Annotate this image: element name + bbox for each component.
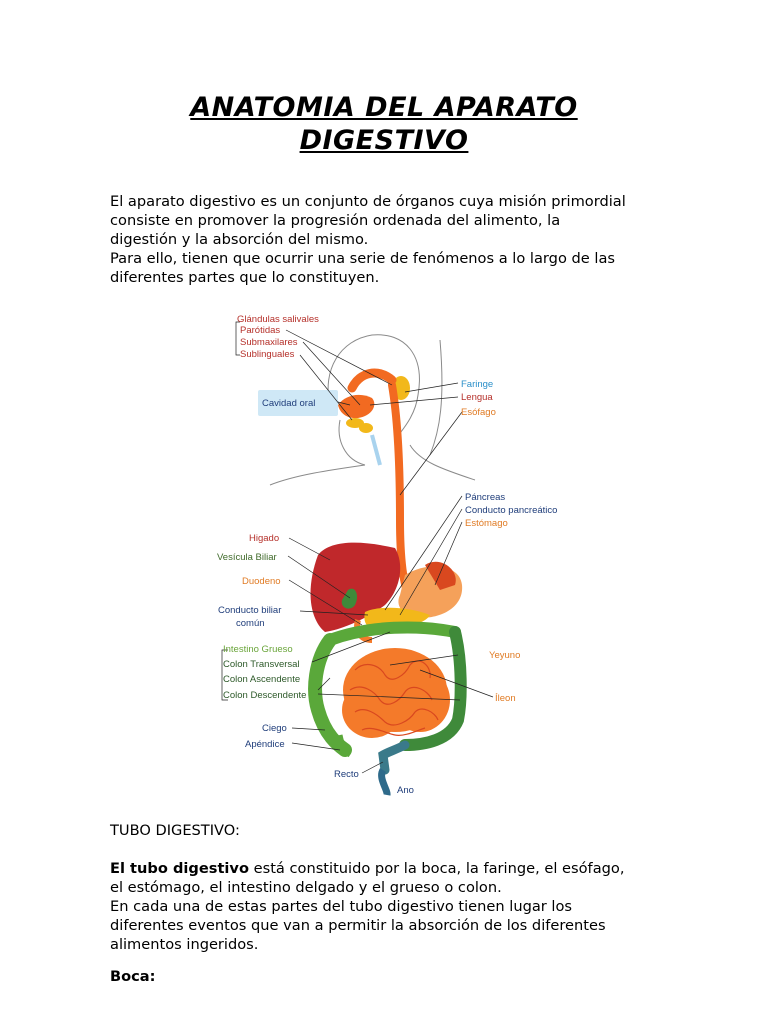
intro-line: consiste en promover la progresión ordenada del alimento, la — [110, 212, 561, 229]
label-colon-transversal: Colon Transversal — [223, 659, 300, 670]
label-recto: Recto — [334, 769, 359, 780]
intro-line: Para ello, tienen que ocurrir una serie de fenómenos a lo largo de las — [110, 250, 615, 267]
label-glandulas: Glándulas salivales — [237, 314, 319, 325]
label-vesicula: Vesícula Biliar — [217, 552, 277, 563]
label-colon-ascendente: Colon Ascendente — [223, 674, 301, 685]
label-ciego: Ciego — [262, 723, 287, 734]
section-line: En cada una de estas partes del tubo digestivo tienen lugar los — [110, 898, 573, 915]
label-faringe: Faringe — [461, 379, 494, 390]
section-line-rest: está constituido por la boca, la faringe, el esófago, — [248, 860, 625, 877]
label-intestino-grueso: Intestino Grueso — [223, 644, 293, 655]
label-pancreas: Páncreas — [465, 492, 506, 503]
intro-paragraph — [110, 192, 670, 287]
label-colon-descendente: Colon Descendente — [223, 690, 307, 701]
label-esofago: Esófago — [461, 407, 496, 418]
section-heading: TUBO DIGESTIVO: — [110, 822, 240, 839]
boca-heading: Boca: — [110, 968, 156, 985]
label-lengua: Lengua — [461, 392, 493, 403]
rectum-shape — [383, 745, 405, 770]
digestive-system-diagram — [210, 300, 590, 800]
intro-line: El aparato digestivo es un conjunto de órganos cuya misión primordial — [110, 193, 626, 210]
tongue-shape — [338, 395, 374, 418]
neck-right-outline — [430, 340, 442, 455]
document-title-line1: ANATOMIA DEL APARATO — [190, 92, 578, 123]
label-estomago: Estómago — [465, 518, 508, 529]
label-conducto-biliar-1: Conducto biliar — [218, 605, 282, 616]
palate-shape — [352, 373, 392, 388]
section-line — [110, 859, 670, 878]
trachea-shape — [372, 435, 380, 465]
label-ileon: Íleon — [495, 693, 516, 704]
label-ano: Ano — [397, 785, 414, 796]
section-paragraph — [110, 859, 670, 954]
section-line: alimentos ingeridos. — [110, 936, 259, 953]
intro-line: diferentes partes que lo constituyen. — [110, 269, 380, 286]
label-conducto-pancreatico: Conducto pancreático — [465, 505, 558, 516]
label-duodeno: Duodeno — [242, 576, 281, 587]
section-line: el estómago, el intestino delgado y el grueso o colon. — [110, 879, 502, 896]
label-conducto-biliar-2: común — [236, 618, 265, 629]
document-title-line2: DIGESTIVO — [299, 125, 469, 156]
label-submaxilares: Submaxilares — [240, 337, 298, 348]
section-line: diferentes eventos que van a permitir la absorción de los diferentes — [110, 917, 606, 934]
section-bold-lead: El tubo digestivo — [110, 860, 249, 877]
label-yeyuno: Yeyuno — [489, 650, 521, 661]
label-higado: Higado — [249, 533, 280, 544]
label-cavidad-oral: Cavidad oral — [262, 398, 316, 409]
right-shoulder-outline — [410, 445, 475, 480]
label-sublinguales: Sublinguales — [240, 349, 295, 360]
colon-transversal-shape — [330, 627, 455, 640]
label-apendice: Apéndice — [245, 739, 285, 750]
label-parotidas: Parótidas — [240, 325, 281, 336]
left-shoulder-outline — [270, 465, 365, 485]
submaxilar-gland — [359, 423, 373, 433]
intro-line: digestión y la absorción del mismo. — [110, 231, 369, 248]
